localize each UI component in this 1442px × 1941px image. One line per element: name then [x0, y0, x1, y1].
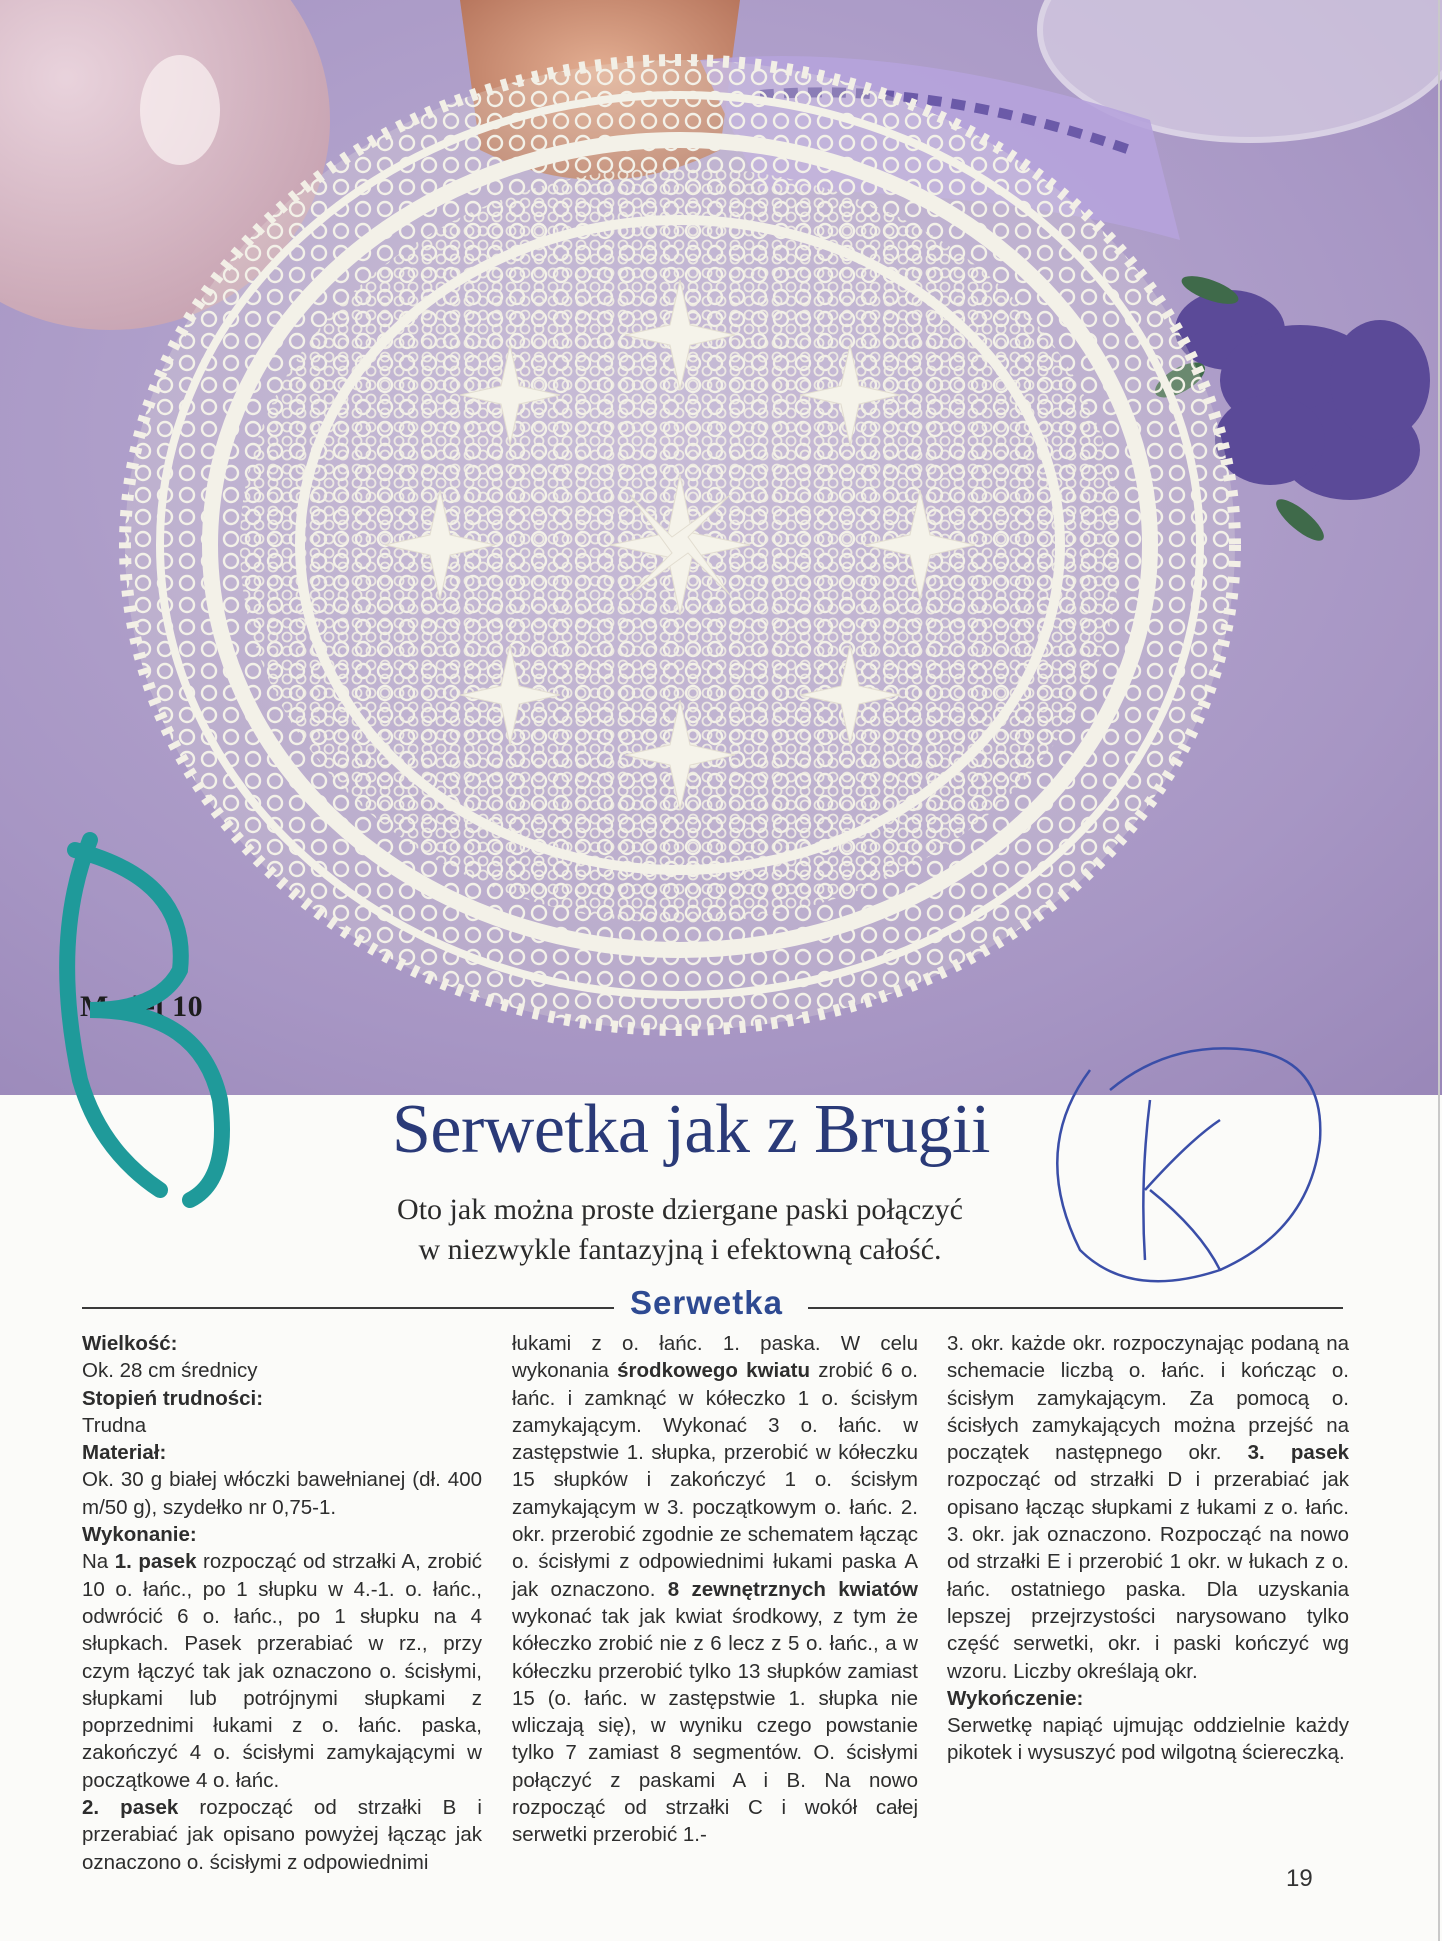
finish-value: Serwetkę napiąć ujmując oddzielnie każdy pikotek i wysuszyć pod wilgotną ściereczką. — [947, 1714, 1349, 1765]
subtitle-line-1: Oto jak można proste dziergane paski połączyć — [397, 1193, 963, 1226]
difficulty-value: Trudna — [82, 1413, 147, 1437]
subtitle-line-2: w niezwykle fantazyjną i efektowną całość. — [418, 1233, 942, 1266]
work-paragraph-1: Na 1. pasek rozpocząć od strzałki A, zrobić 10 o. łańc., po 1 słupku w 4.-1. o. łańc., odwrócić 6 o. łańc., po 1 słupku na 4 słupkach. Pasek przerabiać w rz., przy czym łączyć tak jak oznaczono o. ścisłymi, słupkami lub potrójnymi słupkami z poprzednimi łukami z o. łańc. paska, zakończyć 4 o. ścisłymi zamykającymi w początkowe 4 o. łańc. — [82, 1550, 483, 1792]
material-value: Ok. 30 g białej włóczki bawełnianej (dł. 400 m/50 g), szydełko nr 0,75-1. — [82, 1468, 482, 1519]
section-title: Serwetka — [630, 1284, 783, 1321]
work-label: Wykonanie: — [82, 1523, 197, 1547]
model-label: Model 10 — [80, 990, 204, 1023]
size-label: Wielkość: — [82, 1332, 178, 1355]
material-label: Materiał: — [82, 1441, 167, 1465]
page-edge — [1438, 0, 1440, 1941]
text-column-3 — [947, 1330, 1349, 1767]
article-subtitle — [300, 1190, 1060, 1270]
text-column-2 — [512, 1330, 918, 1849]
finish-label: Wykończenie: — [947, 1686, 1084, 1710]
section-rule-right — [808, 1307, 1343, 1309]
size-value: Ok. 28 cm średnicy — [82, 1359, 258, 1383]
section-rule-left — [82, 1307, 614, 1309]
difficulty-label: Stopień trudności: — [82, 1386, 264, 1410]
page-number: 19 — [1286, 1865, 1313, 1892]
text-column-1 — [82, 1330, 482, 1876]
article-title: Serwetka jak z Brugii — [392, 1091, 990, 1168]
work-paragraph-2: 2. pasek rozpocząć od strzałki B i przerabiać jak opisano powyżej łącząc jak oznaczono o. ścisłymi z odpowiednimi — [82, 1796, 482, 1874]
column-2-text: łukami z o. łańc. 1. paska. W celu wykonania środkowego kwiatu zrobić 6 o. łańc. i zamknąć w kółeczko 1 o. ścisłym zamykającym. Wykonać 3 o. łańc. w zastępstwie 1. słupka, przerobić w kółeczku 15 słupków i zakończyć 1 o. ścisłym zamykającym w 3. początkowym o. łańc. 2. okr. przerobić zgodnie ze schematem łącząc o. ścisłymi z odpowiednimi łukami paska A jak oznaczono. 8 zewnętrznych kwiatów wykonać tak jak kwiat środkowy, z tym że kółeczko zrobić nie z 6 lecz z 5 o. łańc., a w kółeczku przerobić tylko 13 słupków zamiast 15 (o. łańc. w zastępstwie 1. słupka nie wliczają się), w wyniku czego powstanie tylko 7 zamiast 8 segmentów. O. ścisłymi połączyć z paskami A i B. Na nowo rozpocząć od strzałki C i wokół całej serwetki przerobić 1.- — [512, 1332, 918, 1847]
column-3-text: 3. okr. każde okr. rozpoczynając podaną na schemacie liczbą o. łańc. i kończąc o. ścisłym zamykającym. Za pomocą o. ścisłych zamykających można przejść na początek następnego okr. 3. pasek rozpocząć od strzałki D i przerabiać jak opisano łącząc słupkami z łukami z o. łańc. 3. okr. jak oznaczono. Rozpocząć na nowo od strzałki E i przerobić 1 okr. w łukach z o. łańc. ostatniego paska. Dla uzyskania lepszej przejrzystości narysowano tylko część serwetki, okr. i paski kończyć wg wzoru. Liczby określają okr. — [947, 1332, 1349, 1683]
